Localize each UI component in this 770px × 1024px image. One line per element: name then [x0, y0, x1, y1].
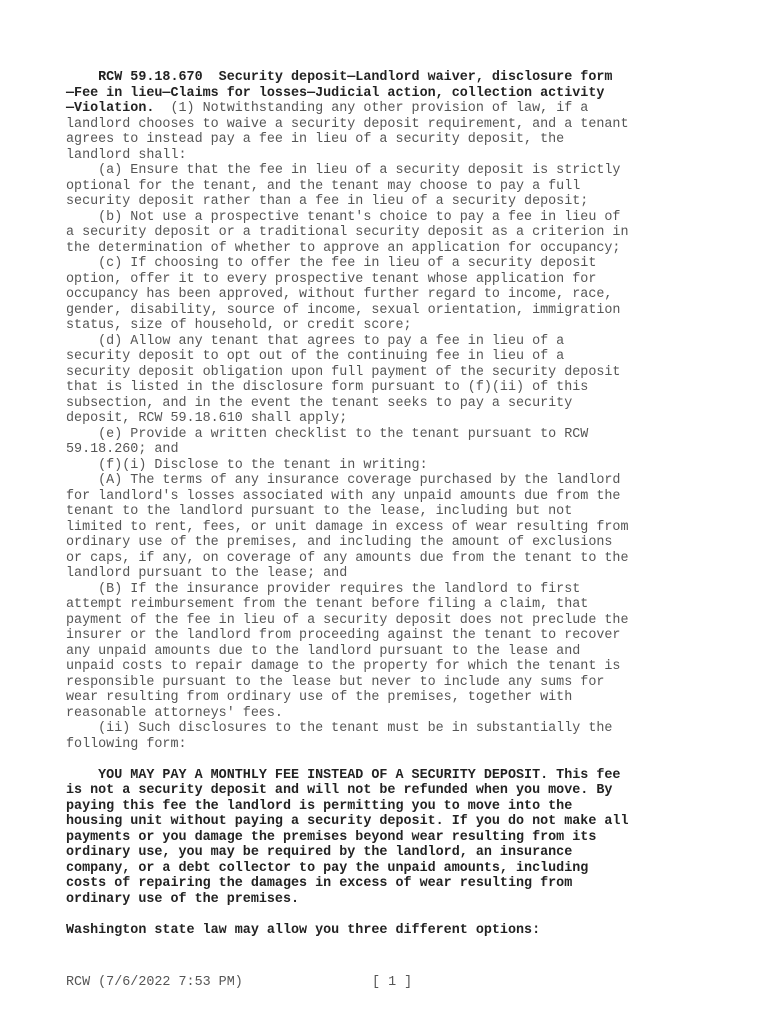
paragraph-gap: [66, 752, 706, 768]
section-heading-line-2: [66, 86, 706, 102]
text-line: (B) If the insurance provider requires the landlord to first: [66, 581, 581, 597]
footer-page-number: [ 1 ]: [372, 975, 413, 990]
text-line: costs of repairing the damages in excess of wear resulting from: [66, 876, 573, 891]
section-intro-text: (1) Notwithstanding any other provision of law, if a: [154, 101, 589, 116]
section-heading-text-3: —Violation.: [66, 101, 155, 116]
text-line: occupancy has been approved, without further regard to income, race,: [66, 287, 613, 302]
text-line: (a) Ensure that the fee in lieu of a security deposit is strictly: [66, 163, 621, 178]
options-heading: Washington state law may allow you three different options:: [66, 922, 541, 938]
text-line: unpaid costs to repair damage to the property for which the tenant is: [66, 659, 621, 674]
text-line: status, size of household, or credit score;: [66, 318, 412, 333]
text-line: a security deposit or a traditional security deposit as a criterion in: [66, 225, 629, 240]
text-line: YOU MAY PAY A MONTHLY FEE INSTEAD OF A SECURITY DEPOSIT. This fee: [66, 767, 621, 783]
text-line: is not a security deposit and will not be refunded when you move. By: [66, 783, 613, 798]
text-line: agrees to instead pay a fee in lieu of a security deposit, the: [66, 132, 565, 147]
text-line: insurer or the landlord from proceeding against the tenant to recover: [66, 628, 621, 643]
text-line: landlord pursuant to the lease; and: [66, 566, 348, 581]
text-line: landlord shall:: [66, 147, 187, 163]
text-line: the determination of whether to approve an application for occupancy;: [66, 240, 621, 256]
text-line: reasonable attorneys' fees.: [66, 705, 283, 721]
text-line: security deposit to opt out of the continuing fee in lieu of a: [66, 349, 565, 364]
text-line: for landlord's losses associated with any unpaid amounts due from the: [66, 488, 621, 504]
text-line: ordinary use of the premises.: [66, 891, 300, 907]
section-heading-line-1: [66, 70, 706, 86]
text-line: subsection, and in the event the tenant seeks to pay a security: [66, 395, 573, 411]
text-line: security deposit rather than a fee in lieu of a security deposit;: [66, 194, 589, 209]
section-heading-text-1: RCW 59.18.670 Security deposit—Landlord waiver, disclosure form: [66, 70, 613, 85]
text-line: security deposit obligation upon full payment of the security deposit: [66, 364, 621, 380]
disclosure-notice: [66, 768, 706, 908]
text-line: housing unit without paying a security deposit. If you do not make all: [66, 814, 629, 829]
text-line: (c) If choosing to offer the fee in lieu of a security deposit: [66, 256, 597, 271]
section-heading-line-3: [66, 101, 706, 117]
footer-source: RCW (7/6/2022 7:53 PM): [66, 975, 243, 990]
text-line: 59.18.260; and: [66, 442, 179, 457]
text-line: (ii) Such disclosures to the tenant must be in substantially the: [66, 721, 613, 736]
text-line: tenant to the landlord pursuant to the lease, including but not: [66, 504, 573, 519]
text-line: ordinary use of the premises, and including the amount of exclusions: [66, 535, 613, 550]
text-line: optional for the tenant, and the tenant may choose to pay a full: [66, 178, 581, 194]
text-line: company, or a debt collector to pay the unpaid amounts, including: [66, 860, 589, 876]
text-line: (d) Allow any tenant that agrees to pay a fee in lieu of a: [66, 333, 565, 349]
text-line: following form:: [66, 736, 187, 752]
text-line: paying this fee the landlord is permitting you to move into the: [66, 798, 573, 814]
text-line: wear resulting from ordinary use of the premises, together with: [66, 690, 573, 705]
text-line: payments or you damage the premises beyond wear resulting from its: [66, 829, 597, 845]
text-line: attempt reimbursement from the tenant before filing a claim, that: [66, 597, 589, 612]
section-heading-text-2: —Fee in lieu—Claims for losses—Judicial action, collection activity: [66, 85, 605, 101]
text-line: landlord chooses to waive a security deposit requirement, and a tenant: [66, 116, 629, 132]
document-page: [66, 70, 706, 938]
text-line: limited to rent, fees, or unit damage in excess of wear resulting from: [66, 519, 629, 535]
text-line: (A) The terms of any insurance coverage purchased by the landlord: [66, 473, 621, 488]
text-line: (b) Not use a prospective tenant's choice to pay a fee in lieu of: [66, 209, 621, 225]
text-line: deposit, RCW 59.18.610 shall apply;: [66, 411, 348, 426]
text-line: ordinary use, you may be required by the landlord, an insurance: [66, 845, 573, 860]
statute-body: [66, 117, 706, 753]
text-line: or caps, if any, on coverage of any amounts due from the tenant to the: [66, 550, 629, 566]
text-line: payment of the fee in lieu of a security deposit does not preclude the: [66, 612, 629, 628]
text-line: gender, disability, source of income, sexual orientation, immigration: [66, 302, 621, 318]
text-line: (f)(i) Disclose to the tenant in writing:: [66, 457, 428, 473]
text-line: (e) Provide a written checklist to the tenant pursuant to RCW: [66, 426, 589, 442]
text-line: that is listed in the disclosure form pursuant to (f)(ii) of this: [66, 380, 589, 395]
text-line: any unpaid amounts due to the landlord pursuant to the lease and: [66, 643, 581, 659]
text-line: option, offer it to every prospective tenant whose application for: [66, 271, 597, 287]
paragraph-gap: [66, 907, 706, 923]
text-line: responsible pursuant to the lease but never to include any sums for: [66, 674, 605, 690]
